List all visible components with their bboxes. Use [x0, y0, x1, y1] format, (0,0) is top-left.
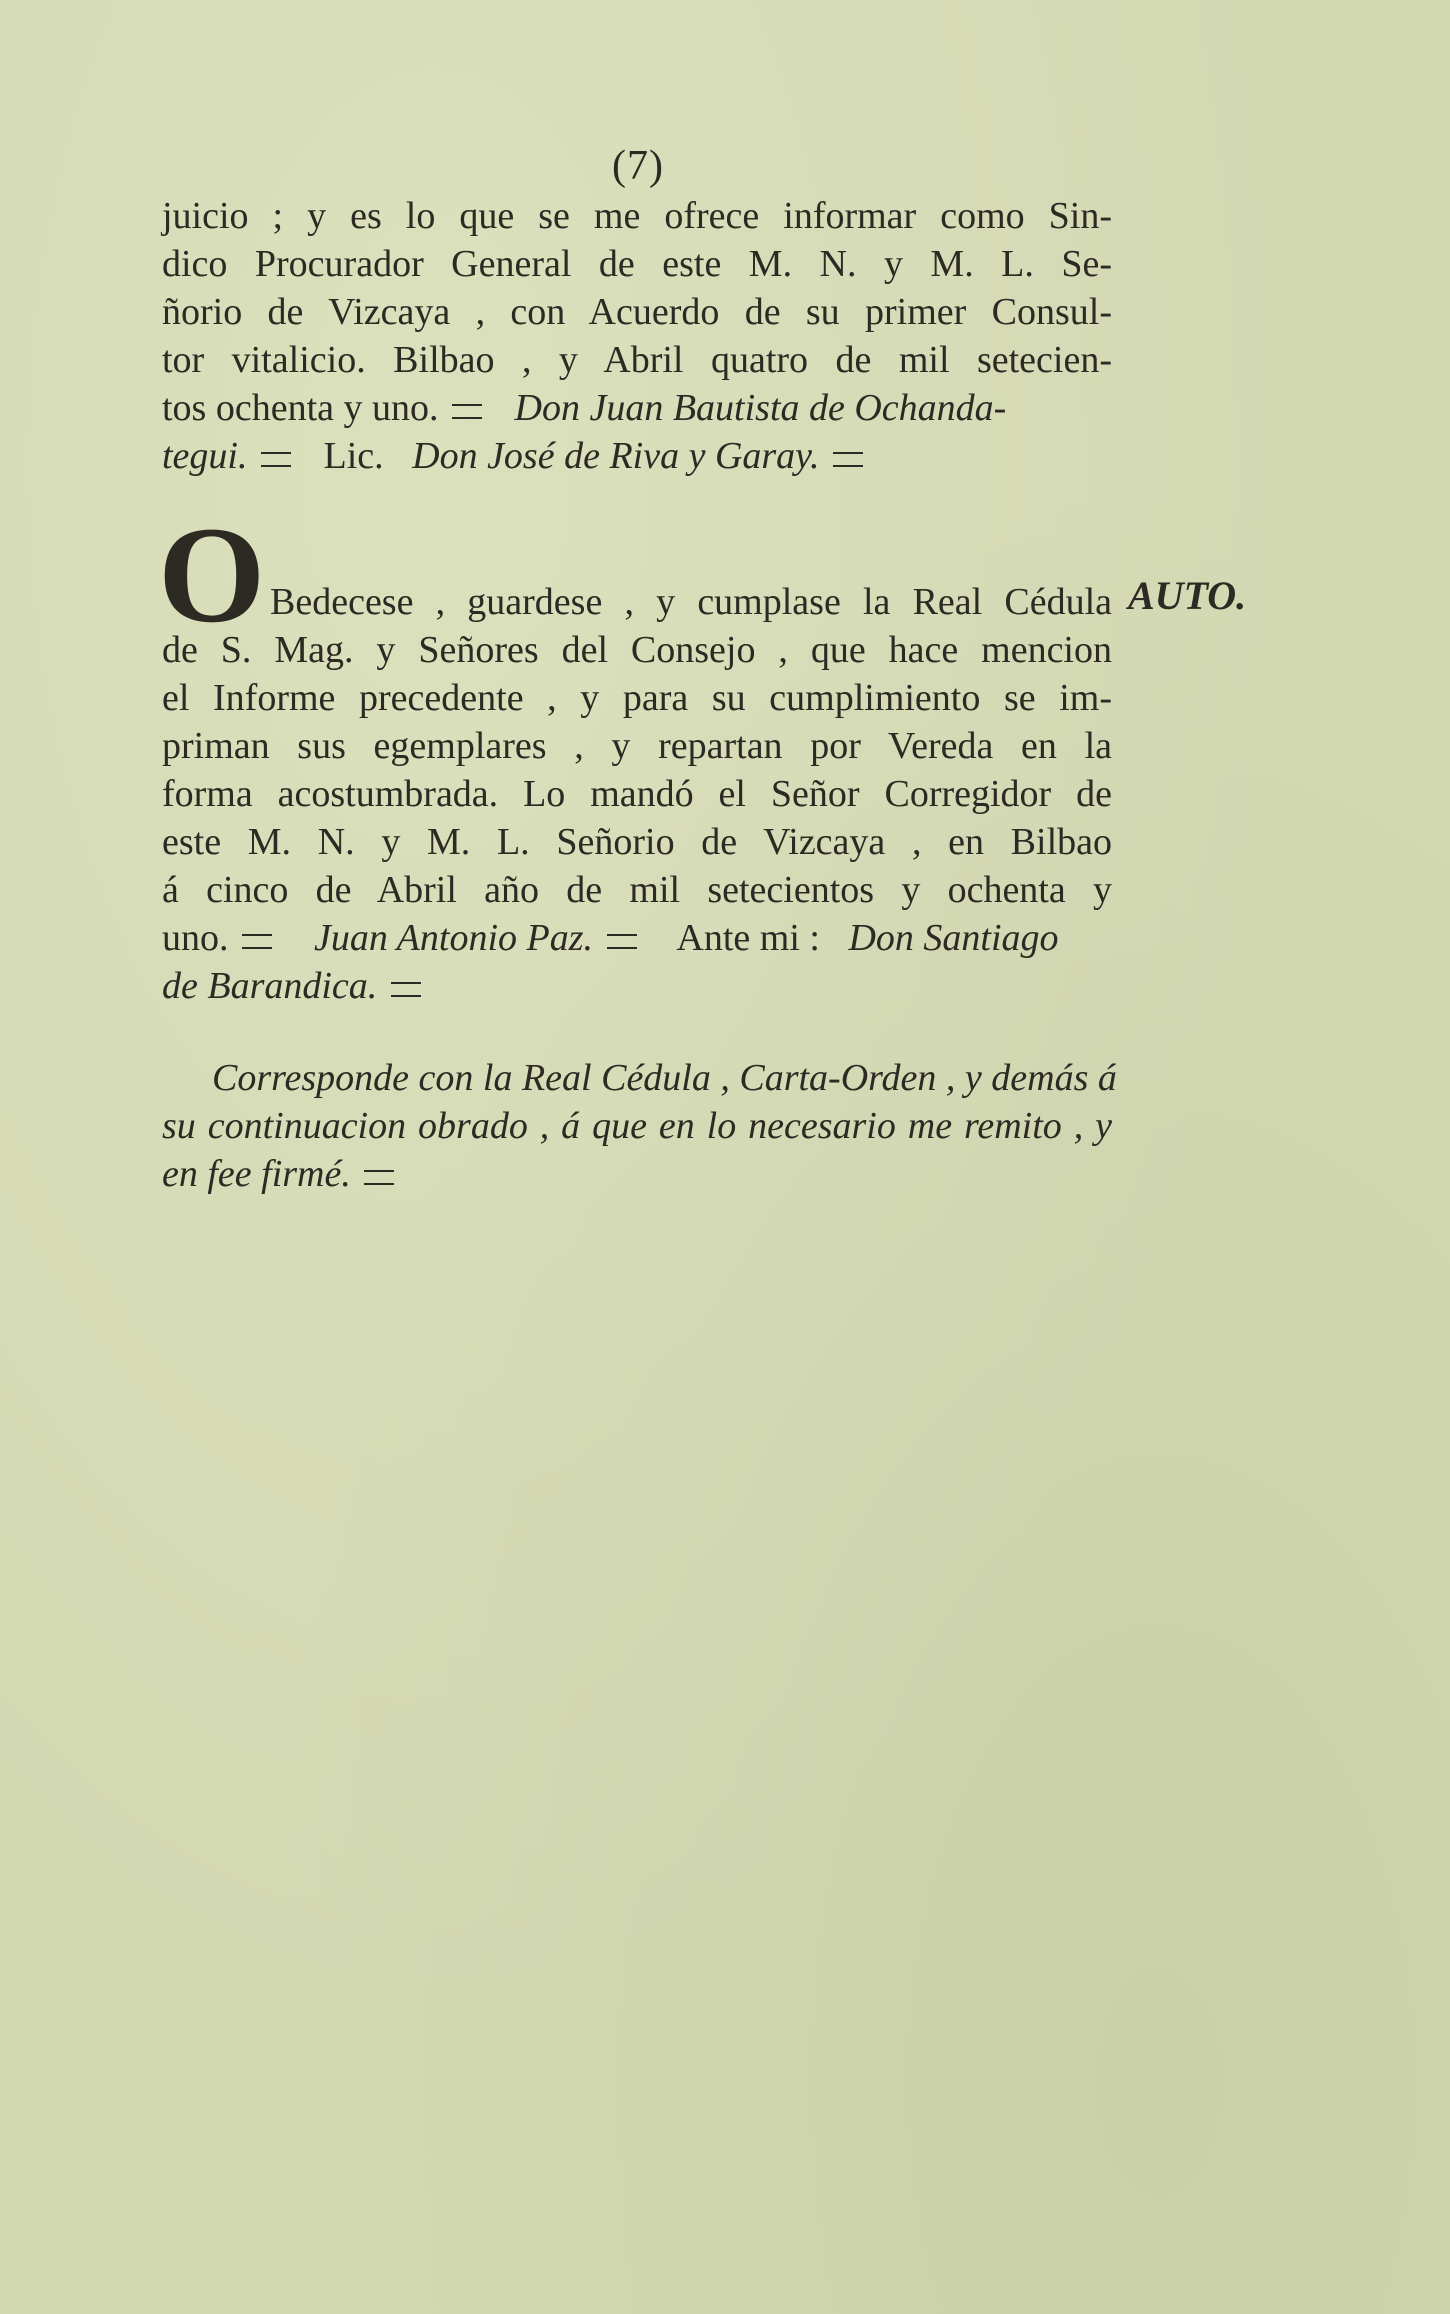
cert-line-1: Corresponde con la Real Cédula , Carta-Orden , y demás á	[212, 1057, 1117, 1099]
cert-line-3	[162, 1150, 1112, 1198]
auto-line-5: forma acostumbrada. Lo mandó el Señor Corregidor de	[162, 773, 1112, 815]
auto-line-8	[162, 914, 1112, 962]
auto-line-1: Bedecese , guardese , y cumplase la Real Cédula	[270, 581, 1112, 623]
informe-line-4: tor vitalicio. Bilbao , y Abril quatro de mil setecien-	[162, 339, 1112, 381]
informe-line-1: juicio ; y es lo que se me ofrece informar como Sin-	[162, 195, 1112, 237]
double-rule-icon	[364, 1170, 394, 1185]
auto-margin-label: AUTO.	[1128, 573, 1247, 618]
auto-line-9	[162, 962, 1112, 1010]
cert-line-3-text: en fee firmé.	[162, 1153, 351, 1195]
auto-line-7: á cinco de Abril año de mil setecientos y ochenta y	[162, 869, 1112, 911]
auto-line-8-text: uno.	[162, 917, 229, 959]
auto-line-6: este M. N. y M. L. Señorio de Vizcaya , en Bilbao	[162, 821, 1112, 863]
auto-line-2: de S. Mag. y Señores del Consejo , que hace mencion	[162, 629, 1112, 671]
signature-ochandategui: Don Juan Bautista de Ochanda-	[514, 387, 1007, 429]
informe-line-2: dico Procurador General de este M. N. y M. L. Se-	[162, 243, 1112, 285]
double-rule-icon	[242, 934, 272, 949]
signature-santiago: Don Santiago	[848, 917, 1059, 959]
informe-line-5	[162, 384, 1112, 432]
informe-line-3: ñorio de Vizcaya , con Acuerdo de su primer Consul-	[162, 291, 1112, 333]
page-number: (7)	[612, 143, 664, 189]
double-rule-icon	[607, 934, 637, 949]
signature-ochandategui-end: tegui.	[162, 435, 248, 477]
double-rule-icon	[452, 404, 482, 419]
informe-line-6	[162, 432, 1112, 480]
auto-line-4: priman sus egemplares , y repartan por Vereda en la	[162, 725, 1112, 767]
cert-line-2: su continuacion obrado , á que en lo necesario me remito , y	[162, 1105, 1112, 1147]
lic-label: Lic.	[323, 435, 384, 477]
signature-riva-garay: Don José de Riva y Garay.	[412, 435, 820, 477]
informe-line-5-text: tos ochenta y uno.	[162, 387, 439, 429]
auto-line-3: el Informe precedente , y para su cumplimiento se im-	[162, 677, 1112, 719]
signature-barandica: de Barandica.	[162, 965, 378, 1007]
double-rule-icon	[391, 982, 421, 997]
double-rule-icon	[261, 452, 291, 467]
double-rule-icon	[833, 452, 863, 467]
ante-mi-label: Ante mi :	[676, 917, 820, 959]
signature-antonio-paz: Juan Antonio Paz.	[314, 917, 594, 959]
drop-cap-initial: O	[158, 498, 266, 651]
